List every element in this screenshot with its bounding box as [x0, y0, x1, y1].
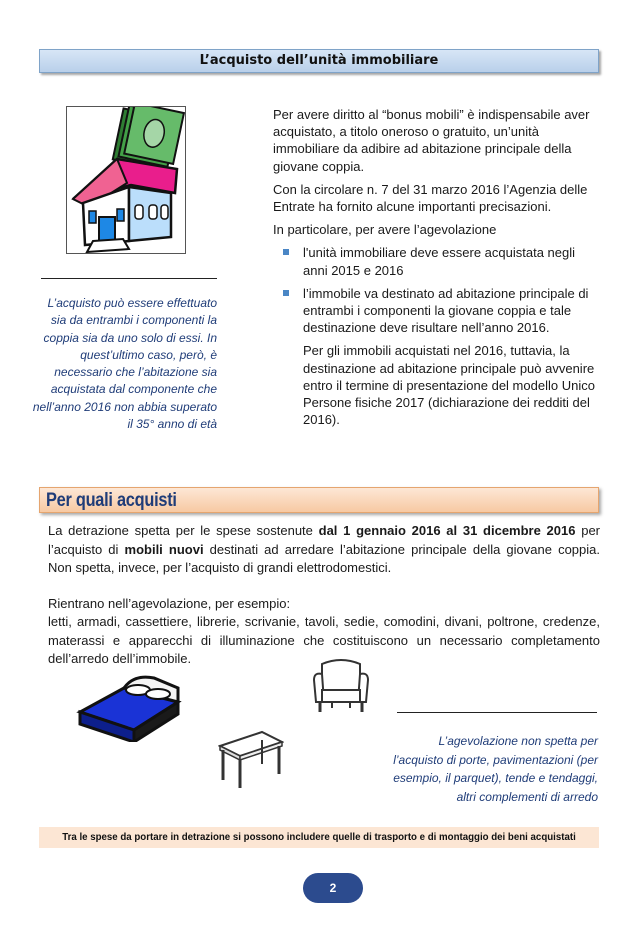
side-note-rule [41, 278, 217, 279]
list-item: l’immobile va destinato ad abitazione principale di entrambi i componenti la giovane coppia e tale destinazione deve risultare nell’anno 2016. [283, 285, 603, 337]
page-header [39, 49, 599, 73]
section-intro: La detrazione spetta per le spese sostenute dal 1 gennaio 2016 al 31 dicembre 2016 per l’acquisto di mobili nuovi destinati ad arredare l’abitazione principale della giovane coppia. Non spetta, invece, per l’acquisto di grandi elettrodomestici. [48, 523, 600, 575]
date-range: dal 1 gennaio 2016 al 31 dicembre 2016 [318, 523, 576, 538]
page-number: 2 [329, 881, 337, 895]
bed-icon [74, 672, 184, 742]
footer-note: Tra le spese da portare in detrazione si possono includere quelle di trasporto e di montaggio dei beni acquistati [39, 827, 599, 848]
paragraph-requirement: Per avere diritto al “bonus mobili” è indispensabile aver acquistato, a titolo oneroso o gratuito, un’unità immobiliare da adibire ad abitazione principale della giovane coppia. [273, 107, 590, 174]
section-title: Per quali acquisti [46, 490, 177, 511]
list-item: l'unità immobiliare deve essere acquistata negli anni 2015 e 2016 [283, 244, 603, 278]
section-header [39, 487, 599, 513]
table-icon [218, 728, 284, 790]
requirements-list [283, 244, 603, 336]
side-note-rule [397, 712, 597, 713]
house-money-illustration [66, 106, 186, 254]
square-bullet-icon [283, 290, 289, 296]
main-column [273, 106, 603, 434]
paragraph-in-particolare: In particolare, per avere l’agevolazione [273, 222, 497, 238]
square-bullet-icon [283, 249, 289, 255]
paragraph-circolare: Con la circolare n. 7 del 31 marzo 2016 l’Agenzia delle Entrate ha fornito alcune importanti precisazioni. [273, 181, 588, 215]
header-title: L’acquisto dell’unità immobiliare [199, 53, 439, 68]
paragraph-immobili-2016: Per gli immobili acquistati nel 2016, tuttavia, la destinazione ad abitazione principale può avvenire entro il termine di presentazione del modello Unico Persone fisiche 2017 (dichiarazione dei redditi del 2016). [303, 343, 595, 428]
side-note-bottom: L’agevolazione non spetta per l’acquisto di porte, pavimentazioni (per esempio, il parquet), tende e tendaggi, altri complementi di arredo [393, 734, 598, 804]
page-number-badge [303, 873, 363, 903]
mobili-nuovi: mobili nuovi [124, 541, 204, 557]
armchair-icon [312, 658, 370, 716]
examples-intro: Rientrano nell’agevolazione, per esempio: [48, 596, 291, 611]
examples-list: letti, armadi, cassettiere, librerie, scrivanie, tavoli, sedie, comodini, divani, poltrone, credenze, materassi e apparecchi di illuminazione che costituiscono un necessario completamento dell’arredo dell’immobile. [48, 614, 600, 666]
side-note-top: L’acquisto può essere effettuato sia da entrambi i componenti la coppia sia da uno solo di essi. In quest’ultimo caso, però, è necessario che l’abitazione sia acquistata dal componente che nell’anno 2016 non abbia superato il 35° anno di età [32, 296, 217, 432]
